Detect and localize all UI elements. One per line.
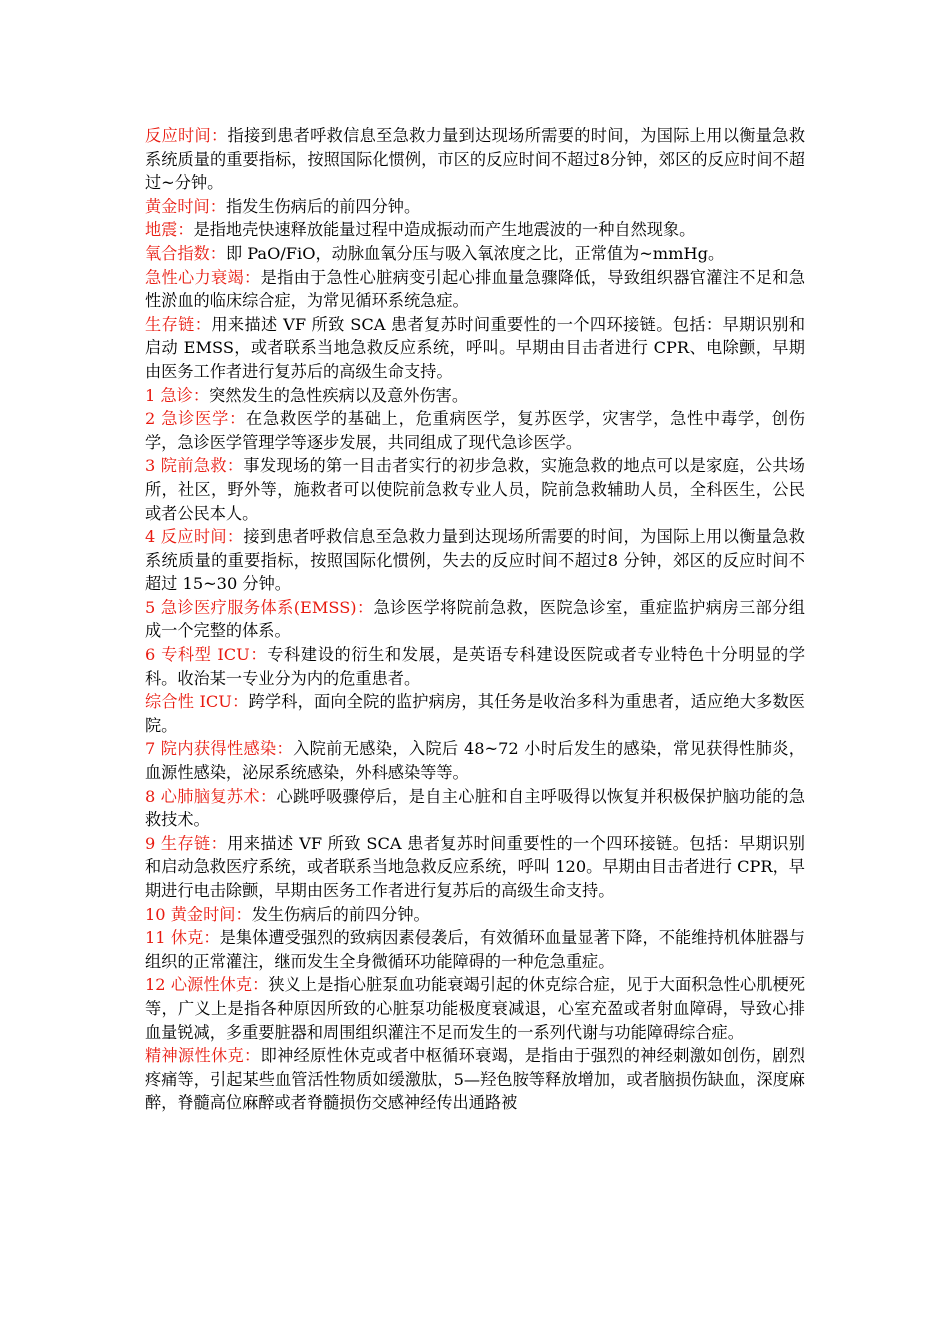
definition-text: 在急救医学的基础上，危重病医学，复苏医学，灾害学，急性中毒学，创伤学，急诊医学管理学等逐步发展，共同组成了现代急诊医学。	[145, 409, 805, 452]
term-label: 反应时间：	[145, 126, 228, 145]
definition-text: 是指地壳快速释放能量过程中造成振动而产生地震波的一种自然现象。	[193, 220, 696, 240]
definition-text: 即 PaO/FiO，动脉血氧分压与吸入氧浓度之比，正常值为~mmHg。	[225, 243, 725, 263]
definition-entry	[145, 785, 805, 832]
definition-text: 用来描述 VF 所致 SCA 患者复苏时间重要性的一个四环接链。包括：早期识别和启动 EMSS，或者联系当地急救反应系统，呼叫。早期由目击者进行 CPR、电除颤，早期由医务工作者进行复苏后的高级生命支持。	[145, 314, 806, 381]
term-label: 3 院前急救：	[145, 456, 244, 476]
term-label: 5 急诊医疗服务体系(EMSS)：	[145, 597, 374, 617]
term-label: 12 心源性休克：	[145, 975, 269, 995]
definition-text: 事发现场的第一目击者实行的初步急救，实施急救的地点可以是家庭，公共场所，社区，野外等，施救者可以使院前急救专业人员，院前急救辅助人员，全科医生，公民或者公民本人。	[145, 456, 805, 523]
definition-entry	[145, 266, 805, 313]
term-label: 氧合指数：	[145, 243, 226, 263]
definition-text: 心跳呼吸骤停后，是自主心脏和自主呼吸得以恢复并积极保护脑功能的急救技术。	[145, 786, 806, 830]
term-label: 8 心肺脑复苏术：	[145, 786, 277, 806]
definition-entry	[145, 1044, 805, 1115]
definition-entry	[145, 903, 805, 927]
definition-entry	[145, 973, 805, 1044]
definition-text: 狭义上是指心脏泵血功能衰竭引起的休克综合症，见于大面积急性心肌梗死等，广义上是指各种原因所致的心脏泵功能极度衰减退，心室充盈或者射血障碍，导致心排血量锐减，多重要脏器和周围组织灌注不足而发生的一系列代谢与功能障碍综合症。	[145, 975, 806, 1042]
definition-entry	[145, 832, 805, 903]
term-label: 7 院内获得性感染：	[145, 739, 294, 759]
definition-text: 跨学科，面向全院的监护病房，其任务是收治多科为重患者，适应绝大多数医院。	[145, 692, 805, 735]
definition-entry	[145, 525, 805, 596]
definition-text: 专科建设的衍生和发展，是英语专科建设医院或者专业特色十分明显的学科。收治某一专业分为内的危重患者。	[145, 645, 806, 688]
term-label: 11 休克：	[145, 928, 220, 948]
term-label: 9 生存链：	[145, 833, 228, 853]
term-label: 地震：	[145, 220, 194, 240]
definition-entry	[145, 643, 805, 690]
term-label: 黄金时间：	[145, 196, 226, 216]
term-label: 1 急诊：	[145, 385, 210, 405]
definition-text: 入院前无感染，入院后 48~72 小时后发生的感染，常见获得性肺炎，血源性感染，泌尿系统感染，外科感染等等。	[145, 739, 805, 783]
definition-entry	[145, 384, 805, 408]
term-label: 6 专科型 ICU：	[145, 645, 268, 665]
definition-text: 突然发生的急性疾病以及意外伤害。	[209, 385, 469, 405]
term-label: 10 黄金时间：	[145, 904, 252, 924]
definition-entry	[145, 218, 805, 242]
definition-text: 用来描述 VF 所致 SCA 患者复苏时间重要性的一个四环接链。包括：早期识别和启动急救医疗系统，或者联系当地急救反应系统，呼叫 120。早期由目击者进行 CPR，早期进行电击除颤，早期由医务工作者进行复苏后的高级生命支持。	[145, 833, 805, 900]
definition-text: 是集体遭受强烈的致病因素侵袭后，有效循环血量显著下降，不能维持机体脏器与组织的正常灌注，继而发生全身微循环功能障碍的一种危急重症。	[145, 928, 805, 971]
term-label: 精神源性休克：	[145, 1046, 261, 1066]
definition-entry	[145, 242, 805, 266]
definition-text: 即神经原性休克或者中枢循环衰竭，是指由于强烈的神经刺激如创伤，剧烈疼痛等，引起某些血管活性物质如缓激肽，5—羟色胺等释放增加，或者脑损伤缺血，深度麻醉，脊髓高位麻醉或者脊髓损伤交感神经传出通路被	[145, 1046, 806, 1113]
definition-text: 指发生伤病后的前四分钟。	[225, 196, 421, 216]
definition-entry	[145, 737, 805, 784]
definition-text: 是指由于急性心脏病变引起心排血量急骤降低，导致组织器官灌注不足和急性淤血的临床综合症，为常见循环系统急症。	[145, 267, 806, 311]
term-label: 综合性 ICU：	[145, 692, 249, 712]
term-label: 2 急诊医学：	[145, 409, 247, 429]
term-label: 4 反应时间：	[145, 527, 244, 547]
definition-text: 接到患者呼救信息至急救力量到达现场所需要的时间，为国际上用以衡量急救系统质量的重要指标，按照国际化惯例，失去的反应时间不超过8 分钟，郊区的反应时间不超过 15~30 分钟。	[145, 527, 805, 594]
definition-text: 指接到患者呼救信息至急救力量到达现场所需要的时间，为国际上用以衡量急救系统质量的重要指标，按照国际化惯例，市区的反应时间不超过8分钟，郊区的反应时间不超过~分钟。	[145, 126, 806, 193]
definition-text: 发生伤病后的前四分钟。	[251, 904, 430, 924]
definition-entry	[145, 926, 805, 973]
definition-entry	[145, 596, 805, 643]
term-label: 急性心力衰竭：	[145, 267, 261, 287]
definition-entry	[145, 454, 805, 525]
definition-entry	[145, 313, 805, 384]
definition-entry	[145, 195, 805, 219]
definition-entry	[145, 124, 805, 195]
term-label: 生存链：	[145, 314, 212, 334]
definition-entry	[145, 407, 805, 454]
definition-text: 急诊医学将院前急救，医院急诊室，重症监护病房三部分组成一个完整的体系。	[145, 597, 805, 641]
definition-entry	[145, 690, 805, 737]
document-page	[145, 124, 805, 1115]
